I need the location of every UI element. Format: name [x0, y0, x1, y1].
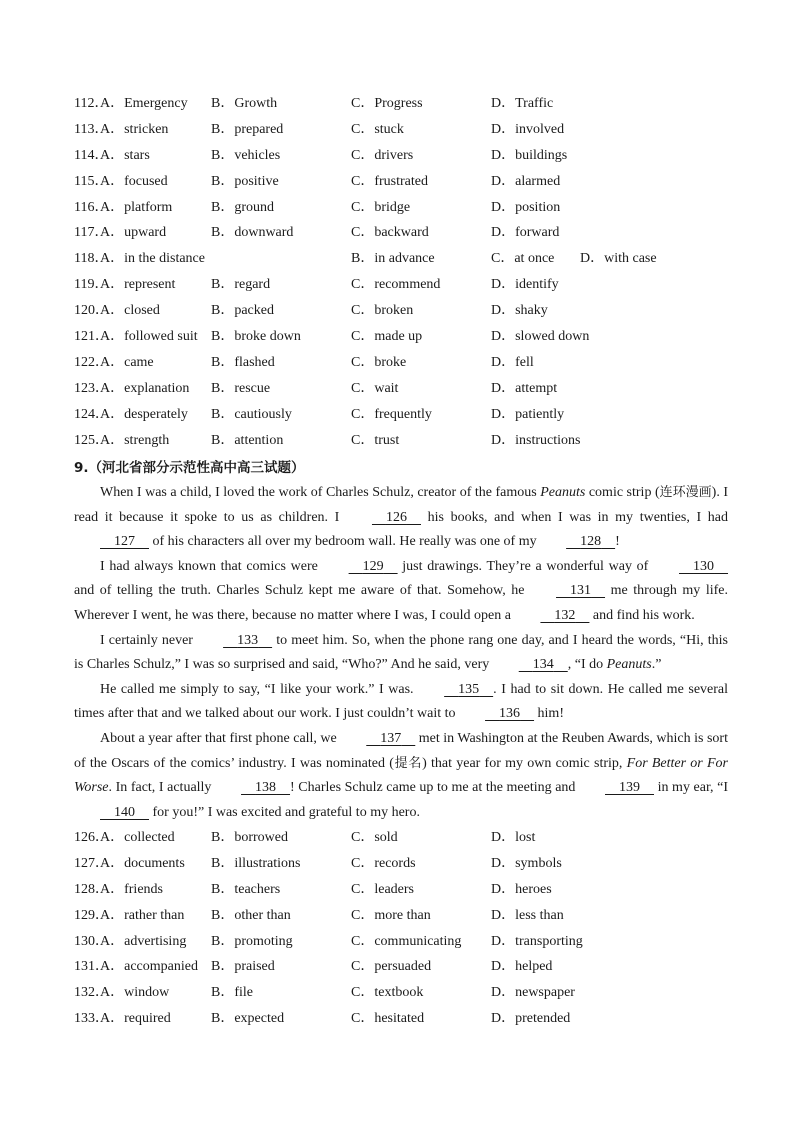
- option-c: C．more than: [351, 907, 431, 923]
- option-a: A．followed suit: [100, 329, 198, 345]
- option-d: D．involved: [491, 121, 565, 137]
- option-d: D．pretended: [491, 1011, 571, 1027]
- passage-text: met in Washington at the Reuben Awards, which is sort of the Oscars of the comics’ industry. I was nominated (: [74, 730, 728, 771]
- question-row-118: [74, 246, 734, 272]
- passage-text: I certainly never: [100, 632, 198, 648]
- option-a: A．upward: [100, 225, 167, 241]
- question-number: 127．: [74, 855, 109, 871]
- passage-text: About a year after that first phone call, we: [100, 730, 341, 746]
- question-row-120: [74, 298, 734, 324]
- option-b: B．teachers: [211, 881, 281, 897]
- question-list-top: [74, 91, 734, 453]
- option-d: D．fell: [491, 354, 534, 370]
- comic-title: For Better or For Worse: [74, 755, 728, 796]
- question-row-131: [74, 954, 734, 980]
- blank-134: 134: [532, 657, 554, 673]
- passage-text: just drawings. They’re a wonderful way of: [397, 558, 654, 574]
- option-d: D．with case: [580, 251, 657, 267]
- question-number: 116．: [74, 199, 109, 215]
- question-number: 122．: [74, 354, 109, 370]
- option-b: B．rescue: [211, 380, 271, 396]
- option-a: A．represent: [100, 277, 176, 293]
- option-b: B．broke down: [211, 329, 301, 345]
- option-b: B．illustrations: [211, 855, 301, 871]
- question-number: 132．: [74, 985, 109, 1001]
- blank-132: 132: [554, 607, 576, 623]
- option-b: B．vehicles: [211, 147, 281, 163]
- option-c: C．Progress: [351, 96, 423, 111]
- option-a: A．rather than: [100, 907, 185, 923]
- blank-136: 136: [499, 706, 521, 722]
- option-c: C．frequently: [351, 406, 432, 422]
- passage-text: ) that year for my own comic strip,: [422, 755, 627, 771]
- question-row-129: [74, 903, 734, 929]
- question-number: 112．: [74, 96, 109, 111]
- question-row-133: [74, 1006, 734, 1032]
- passage-paragraph-4: [74, 678, 728, 727]
- option-d: D．alarmed: [491, 173, 561, 189]
- passage-text: him!: [534, 706, 564, 722]
- question-row-115: [74, 169, 734, 195]
- option-c: C．broken: [351, 303, 414, 319]
- blank-130: 130: [693, 558, 715, 574]
- option-a: A．strength: [100, 432, 170, 448]
- option-c: C．hesitated: [351, 1011, 425, 1027]
- question-row-121: [74, 324, 734, 350]
- question-number: 115．: [74, 173, 109, 189]
- option-a: A．platform: [100, 199, 173, 215]
- blank-128: 128: [580, 534, 602, 550]
- question-row-114: [74, 143, 734, 169]
- passage-text: for you!” I was excited and grateful to my hero.: [149, 804, 420, 820]
- passage-text: He called me simply to say, “I like your work.” I was.: [100, 681, 419, 697]
- passage-text: , “I do: [567, 657, 607, 673]
- option-d: D．lost: [491, 830, 536, 845]
- option-c: C．trust: [351, 432, 400, 448]
- option-a: A．documents: [100, 855, 185, 871]
- question-number: 133．: [74, 1011, 109, 1027]
- option-d: D．helped: [491, 959, 553, 975]
- option-c: C．bridge: [351, 199, 411, 215]
- chinese-gloss: 连环漫画: [659, 485, 712, 500]
- option-d: D．patiently: [491, 406, 565, 422]
- question-number: 117．: [74, 225, 109, 241]
- option-a: A．advertising: [100, 933, 187, 949]
- option-b: B．other than: [211, 907, 291, 923]
- question-number: 120．: [74, 303, 109, 319]
- question-number: 126．: [74, 830, 109, 845]
- option-d: D．symbols: [491, 855, 562, 871]
- question-number: 118．: [74, 251, 109, 267]
- question-number: 131．: [74, 959, 109, 975]
- passage-text: ). I read it because it spoke to us as children. I: [74, 485, 729, 525]
- option-d: D．Traffic: [491, 96, 554, 111]
- option-b: B．Growth: [211, 96, 278, 111]
- option-c: C．wait: [351, 380, 399, 396]
- option-d: D．less than: [491, 907, 564, 923]
- option-c: C．persuaded: [351, 959, 432, 975]
- question-row-126: [74, 825, 734, 851]
- option-a: A．desperately: [100, 406, 188, 422]
- option-c: C．records: [351, 855, 416, 871]
- passage-text: in my ear, “I: [654, 780, 729, 796]
- blank-138: 138: [255, 780, 277, 796]
- option-d: D．position: [491, 199, 561, 215]
- passage-paragraph-2: [74, 555, 728, 629]
- option-a: A．accompanied: [100, 959, 198, 975]
- question-list-bottom: [74, 825, 734, 1032]
- option-b: B．prepared: [211, 121, 284, 137]
- blank-127: 127: [114, 534, 135, 550]
- option-c: C．stuck: [351, 121, 404, 137]
- option-b: B．flashed: [211, 354, 275, 370]
- question-row-113: [74, 117, 734, 143]
- option-c: C．made up: [351, 329, 423, 345]
- question-row-132: [74, 980, 734, 1006]
- option-c: C．drivers: [351, 147, 414, 163]
- option-a: A．stricken: [100, 121, 169, 137]
- question-row-122: [74, 350, 734, 376]
- option-c: C．textbook: [351, 985, 424, 1001]
- blank-139: 139: [619, 780, 640, 796]
- question-row-124: [74, 402, 734, 428]
- option-a: A．focused: [100, 173, 168, 189]
- question-number: 128．: [74, 881, 109, 897]
- option-b: B．in advance: [351, 251, 435, 267]
- option-a: A．friends: [100, 881, 163, 897]
- passage-text: . I had to sit down. He called me several times after that and we talked about our work. I just couldn’t wait to: [74, 681, 729, 722]
- option-d: D．heroes: [491, 881, 552, 897]
- option-a: A．closed: [100, 303, 160, 319]
- option-b: B．downward: [211, 225, 294, 241]
- option-a: A．required: [100, 1011, 171, 1027]
- question-number: 114．: [74, 147, 109, 163]
- passage-text: of his characters all over my bedroom wall. He really was one of my: [149, 534, 541, 550]
- question-number: 129．: [74, 907, 109, 923]
- question-row-127: [74, 851, 734, 877]
- blank-137: 137: [380, 730, 402, 746]
- passage-text: and of telling the truth. Charles Schulz kept me aware of that. Somehow, he: [74, 583, 531, 599]
- passage-text: to meet him. So, when the phone rang one day, and I heard the words, “Hi, this is Charles Schulz,” I was so surprised and said, “Who?” And he said, very: [74, 632, 728, 673]
- option-b: B．praised: [211, 959, 275, 975]
- passage-text: I had always known that comics were: [100, 558, 323, 574]
- option-c: C．sold: [351, 830, 398, 845]
- passage-text: . In fact, I actually: [108, 780, 216, 796]
- blank-126: 126: [385, 509, 407, 525]
- option-d: D．newspaper: [491, 985, 575, 1001]
- passage-paragraph-1: [74, 481, 728, 555]
- option-b: B．regard: [211, 277, 271, 293]
- comic-title: Peanuts: [606, 657, 652, 673]
- option-c: C．leaders: [351, 881, 414, 897]
- option-c: C．communicating: [351, 933, 462, 949]
- option-a: A．in the distance: [100, 251, 205, 267]
- question-number: 121．: [74, 329, 109, 345]
- question-row-125: [74, 428, 734, 454]
- question-row-119: [74, 272, 734, 298]
- passage-text: comic strip (: [585, 485, 660, 500]
- passage-text: ! Charles Schulz came up to me at the meeting and: [290, 780, 579, 796]
- blank-135: 135: [458, 681, 480, 697]
- option-c: C．recommend: [351, 277, 441, 293]
- question-row-123: [74, 376, 734, 402]
- question-number: 125．: [74, 432, 109, 448]
- option-b: B．cautiously: [211, 406, 292, 422]
- option-a: A．stars: [100, 147, 150, 163]
- question-number: 130．: [74, 933, 109, 949]
- passage-paragraph-3: [74, 629, 728, 678]
- option-a: A．came: [100, 354, 154, 370]
- question-number: 113．: [74, 121, 109, 137]
- option-b: B．promoting: [211, 933, 293, 949]
- option-b: B．packed: [211, 303, 274, 319]
- passage-text: me through my life. Wherever I went, he was there, because no matter where I was, I could open a: [74, 583, 728, 623]
- option-c: C．frustrated: [351, 173, 428, 189]
- blank-129: 129: [362, 558, 384, 574]
- section-heading: 9.（河北省部分示范性高中高三试题）: [74, 460, 305, 476]
- question-row-130: [74, 929, 734, 955]
- option-b: B．ground: [211, 199, 274, 215]
- option-d: D．attempt: [491, 380, 558, 396]
- question-number: 119．: [74, 277, 109, 293]
- question-row-117: [74, 220, 734, 246]
- cloze-passage: [74, 481, 728, 825]
- option-c: C．backward: [351, 225, 429, 241]
- passage-text: When I was a child, I loved the work of Charles Schulz, creator of the famous: [100, 485, 541, 500]
- option-a: A．Emergency: [100, 96, 188, 111]
- option-d: D．forward: [491, 225, 560, 241]
- question-row-112: [74, 91, 734, 117]
- option-d: D．identify: [491, 277, 559, 293]
- passage-text: his books, and when I was in my twenties, I had: [420, 509, 728, 525]
- blank-131: 131: [570, 583, 592, 599]
- option-a: A．collected: [100, 830, 175, 845]
- option-b: B．file: [211, 985, 253, 1001]
- option-b: B．positive: [211, 173, 279, 189]
- option-d: D．shaky: [491, 303, 548, 319]
- question-row-128: [74, 877, 734, 903]
- option-d: D．transporting: [491, 933, 583, 949]
- question-number: 124．: [74, 406, 109, 422]
- passage-text: and find his work.: [589, 607, 695, 623]
- passage-paragraph-5: [74, 727, 728, 825]
- option-b: B．borrowed: [211, 830, 288, 845]
- chinese-gloss: 提名: [393, 755, 423, 771]
- blank-133: 133: [237, 632, 259, 648]
- passage-text: !: [615, 534, 620, 550]
- option-c: C．at once: [491, 251, 555, 267]
- option-b: B．expected: [211, 1011, 285, 1027]
- option-a: A．explanation: [100, 380, 190, 396]
- option-b: B．attention: [211, 432, 284, 448]
- comic-title: Peanuts: [540, 485, 586, 500]
- blank-140: 140: [114, 804, 135, 820]
- question-number: 123．: [74, 380, 109, 396]
- option-c: C．broke: [351, 354, 407, 370]
- option-d: D．slowed down: [491, 329, 590, 345]
- passage-text: .”: [651, 657, 662, 673]
- option-d: D．instructions: [491, 432, 581, 448]
- option-d: D．buildings: [491, 147, 568, 163]
- option-a: A．window: [100, 985, 170, 1001]
- question-row-116: [74, 195, 734, 221]
